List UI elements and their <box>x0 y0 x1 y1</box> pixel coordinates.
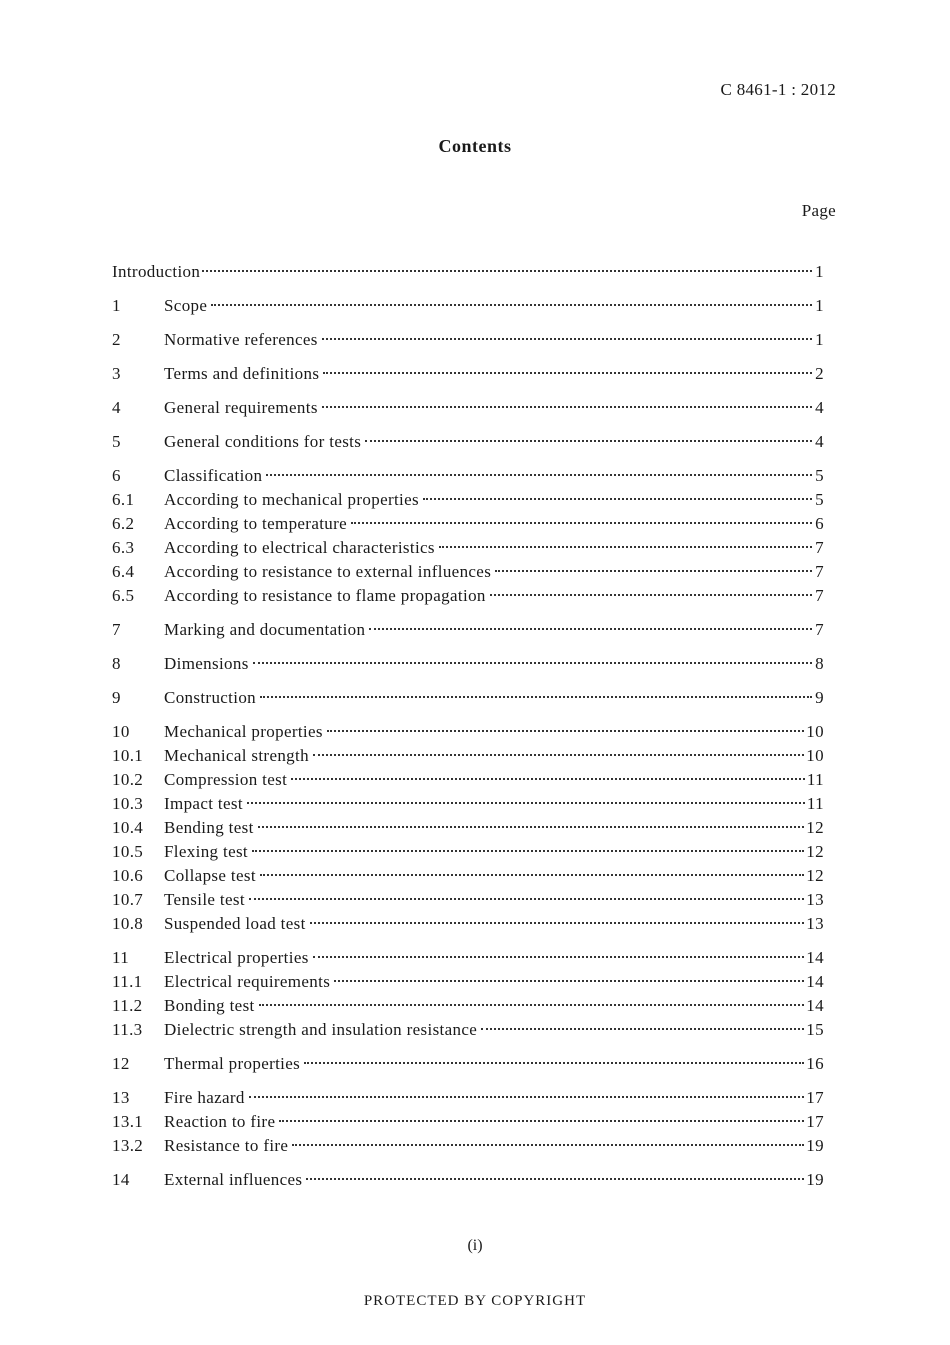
dot-leader <box>323 372 812 374</box>
toc-entry-title: Suspended load test <box>164 914 306 933</box>
toc-entry-page: 7 <box>815 586 824 605</box>
toc-entry-title: According to electrical characteristics <box>164 538 435 557</box>
dot-leader <box>439 546 812 548</box>
toc-entry-page: 17 <box>806 1088 824 1107</box>
toc-entry[interactable] <box>112 466 824 490</box>
toc-group <box>112 1170 824 1194</box>
toc-entry-number: 8 <box>112 654 121 673</box>
toc-entry[interactable] <box>112 722 824 746</box>
toc-entry-page: 7 <box>815 562 824 581</box>
dot-leader <box>291 778 805 780</box>
toc-entry[interactable] <box>112 688 824 712</box>
toc-entry-title: External influences <box>164 1170 303 1189</box>
toc-entry-page: 6 <box>815 514 824 533</box>
dot-leader <box>279 1120 804 1122</box>
toc-entry-title: According to mechanical properties <box>164 490 419 509</box>
toc-entry-page: 4 <box>815 432 824 451</box>
toc-entry-number: 13.1 <box>112 1112 144 1131</box>
toc-entry-page: 14 <box>806 996 824 1015</box>
toc-entry-number: 10.5 <box>112 842 144 861</box>
toc-entry-page: 7 <box>815 538 824 557</box>
toc-entry-title: Marking and documentation <box>164 620 366 639</box>
toc-entry-page: 16 <box>806 1054 824 1073</box>
dot-leader <box>481 1028 804 1030</box>
toc-group <box>112 948 824 1044</box>
toc-entry-page: 1 <box>815 262 824 281</box>
dot-leader <box>334 980 804 982</box>
toc-entry-title: Construction <box>164 688 257 707</box>
toc-entry-number: 6.5 <box>112 586 135 605</box>
toc-group <box>112 1088 824 1160</box>
toc-group <box>112 620 824 644</box>
toc-entry-title: Terms and definitions <box>164 364 320 383</box>
dot-leader <box>259 1004 805 1006</box>
toc-entry-page: 9 <box>815 688 824 707</box>
dot-leader <box>266 474 812 476</box>
dot-leader <box>495 570 812 572</box>
toc-entry-title: According to resistance to flame propagation <box>164 586 486 605</box>
toc-entry-page: 19 <box>806 1170 824 1189</box>
toc-entry-number: 10.2 <box>112 770 144 789</box>
toc-entry-number: 10.8 <box>112 914 144 933</box>
copyright-footer: PROTECTED BY COPYRIGHT <box>363 1293 587 1309</box>
toc-entry-page: 2 <box>815 364 824 383</box>
toc-entry[interactable] <box>112 654 824 678</box>
toc-entry-title: General requirements <box>164 398 318 417</box>
dot-leader <box>322 406 812 408</box>
dot-leader <box>253 662 812 664</box>
toc-entry[interactable] <box>112 1112 824 1136</box>
toc-entry[interactable] <box>112 1088 824 1112</box>
toc-entry-title: Scope <box>164 296 208 315</box>
toc-entry-number: 10.6 <box>112 866 144 885</box>
toc-entry-title: Flexing test <box>164 842 249 861</box>
toc-entry[interactable] <box>112 770 824 794</box>
toc-entry-number: 6.1 <box>112 490 135 509</box>
toc-entry-page: 4 <box>815 398 824 417</box>
dot-leader <box>260 696 812 698</box>
dot-leader <box>310 922 805 924</box>
toc-entry-title: According to resistance to external influences <box>164 562 492 581</box>
toc-entry-number: 3 <box>112 364 121 383</box>
toc-entry-page: 1 <box>815 330 824 349</box>
toc-entry[interactable] <box>112 562 824 586</box>
toc-entry[interactable] <box>112 1136 824 1160</box>
toc-entry-number: 6 <box>112 466 121 485</box>
toc-entry-title: General conditions for tests <box>164 432 362 451</box>
toc-entry-title: Collapse test <box>164 866 256 885</box>
toc-entry-title: Impact test <box>164 794 243 813</box>
toc-entry-title: Classification <box>164 466 263 485</box>
toc-entry-number: 10.7 <box>112 890 144 909</box>
toc-entry-title: Normative references <box>164 330 318 349</box>
toc-entry[interactable] <box>112 842 824 866</box>
toc-entry[interactable] <box>112 514 824 538</box>
toc-entry-number: 6.2 <box>112 514 135 533</box>
toc-entry-number: 13 <box>112 1088 130 1107</box>
toc-entry-page: 17 <box>806 1112 824 1131</box>
toc-entry-title: Mechanical properties <box>164 722 323 741</box>
toc-entry-page: 5 <box>815 466 824 485</box>
toc-entry[interactable] <box>112 296 824 320</box>
toc-entry-title: Bending test <box>164 818 254 837</box>
dot-leader <box>304 1062 804 1064</box>
toc-group <box>112 1054 824 1078</box>
toc-group <box>112 466 824 610</box>
page-column-heading: Page <box>801 201 836 220</box>
toc-group <box>112 432 824 456</box>
toc-entry[interactable] <box>112 866 824 890</box>
dot-leader <box>202 270 812 272</box>
toc-entry-page: 1 <box>815 296 824 315</box>
toc-entry-title: Resistance to fire <box>164 1136 289 1155</box>
toc-entry-title: Mechanical strength <box>164 746 309 765</box>
toc-entry-number: 10.1 <box>112 746 144 765</box>
toc-entry[interactable] <box>112 914 824 938</box>
toc-entry-number: 11.3 <box>112 1020 143 1039</box>
dot-leader <box>490 594 812 596</box>
toc-group <box>112 296 824 320</box>
toc-group <box>112 688 824 712</box>
dot-leader <box>249 1096 805 1098</box>
toc-entry-title: Bonding test <box>164 996 255 1015</box>
toc-entry[interactable] <box>112 890 824 914</box>
toc-entry-number: 9 <box>112 688 121 707</box>
toc-entry[interactable] <box>112 398 824 422</box>
toc-entry-page: 8 <box>815 654 824 673</box>
toc-entry-number: 4 <box>112 398 121 417</box>
toc-entry[interactable] <box>112 1020 824 1044</box>
toc-entry-number: 11.1 <box>112 972 143 991</box>
toc-entry-title: Electrical requirements <box>164 972 331 991</box>
toc-entry[interactable] <box>112 490 824 514</box>
toc-entry[interactable] <box>112 364 824 388</box>
toc-entry-title: Dimensions <box>164 654 249 673</box>
toc-entry-number: 2 <box>112 330 121 349</box>
toc-entry[interactable] <box>112 818 824 842</box>
toc-entry-number: 10.4 <box>112 818 144 837</box>
toc-entry-number: 10 <box>112 722 130 741</box>
toc-entry-number: 14 <box>112 1170 130 1189</box>
toc-entry[interactable] <box>112 948 824 972</box>
toc-group <box>112 262 824 286</box>
toc-entry-page: 15 <box>806 1020 824 1039</box>
toc-entry-page: 13 <box>806 890 824 909</box>
dot-leader <box>306 1178 804 1180</box>
toc-entry-page: 14 <box>806 972 824 991</box>
dot-leader <box>369 628 812 630</box>
toc-entry-page: 14 <box>806 948 824 967</box>
toc-entry-number: 11.2 <box>112 996 143 1015</box>
toc-entry-page: 11 <box>806 770 824 789</box>
toc-entry-number: 6.4 <box>112 562 135 581</box>
doc-code: C 8461-1 : 2012 <box>720 80 836 99</box>
toc-entry-number: 6.3 <box>112 538 135 557</box>
toc-entry[interactable] <box>112 1170 824 1194</box>
toc-group <box>112 398 824 422</box>
dot-leader <box>313 956 805 958</box>
toc-entry-page: 19 <box>806 1136 824 1155</box>
toc-entry-title: Compression test <box>164 770 288 789</box>
toc-entry-title: Reaction to fire <box>164 1112 276 1131</box>
table-of-contents <box>112 262 824 1204</box>
toc-entry-page: 12 <box>806 818 824 837</box>
page-number: (i) <box>467 1237 483 1254</box>
toc-entry[interactable] <box>112 620 824 644</box>
toc-entry-title: Electrical properties <box>164 948 309 967</box>
toc-entry-number: 1 <box>112 296 121 315</box>
toc-entry-page: 5 <box>815 490 824 509</box>
toc-entry-title: Tensile test <box>164 890 245 909</box>
toc-entry-page: 13 <box>806 914 824 933</box>
toc-entry-page: 10 <box>806 722 824 741</box>
toc-entry[interactable] <box>112 538 824 562</box>
toc-entry[interactable] <box>112 262 824 286</box>
dot-leader <box>327 730 804 732</box>
dot-leader <box>258 826 805 828</box>
dot-leader <box>247 802 805 804</box>
toc-entry-title: Fire hazard <box>164 1088 245 1107</box>
dot-leader <box>322 338 812 340</box>
toc-group <box>112 722 824 938</box>
dot-leader <box>365 440 812 442</box>
toc-entry-number: 10.3 <box>112 794 144 813</box>
dot-leader <box>313 754 804 756</box>
dot-leader <box>252 850 804 852</box>
toc-entry-number: 13.2 <box>112 1136 144 1155</box>
toc-group <box>112 364 824 388</box>
toc-entry[interactable] <box>112 1054 824 1078</box>
dot-leader <box>351 522 812 524</box>
toc-entry-page: 11 <box>806 794 824 813</box>
dot-leader <box>260 874 804 876</box>
toc-entry-page: 10 <box>806 746 824 765</box>
toc-group <box>112 654 824 678</box>
toc-entry-title: According to temperature <box>164 514 348 533</box>
toc-entry-page: 12 <box>806 866 824 885</box>
toc-entry-number: 7 <box>112 620 121 639</box>
toc-entry-page: 12 <box>806 842 824 861</box>
toc-entry[interactable] <box>112 432 824 456</box>
toc-entry-number: 5 <box>112 432 121 451</box>
toc-entry[interactable] <box>112 586 824 610</box>
toc-entry[interactable] <box>112 330 824 354</box>
dot-leader <box>292 1144 804 1146</box>
dot-leader <box>211 304 812 306</box>
toc-group <box>112 330 824 354</box>
toc-entry[interactable] <box>112 746 824 770</box>
toc-entry[interactable] <box>112 794 824 818</box>
toc-entry-number: 12 <box>112 1054 130 1073</box>
contents-title: Contents <box>438 136 512 156</box>
toc-entry-title: Thermal properties <box>164 1054 301 1073</box>
toc-entry[interactable] <box>112 972 824 996</box>
dot-leader <box>249 898 804 900</box>
dot-leader <box>423 498 812 500</box>
toc-entry-page: 7 <box>815 620 824 639</box>
toc-entry-title: Dielectric strength and insulation resistance <box>164 1020 478 1039</box>
toc-entry-number: 11 <box>112 948 130 967</box>
toc-entry[interactable] <box>112 996 824 1020</box>
toc-entry-title: Introduction <box>112 262 201 281</box>
